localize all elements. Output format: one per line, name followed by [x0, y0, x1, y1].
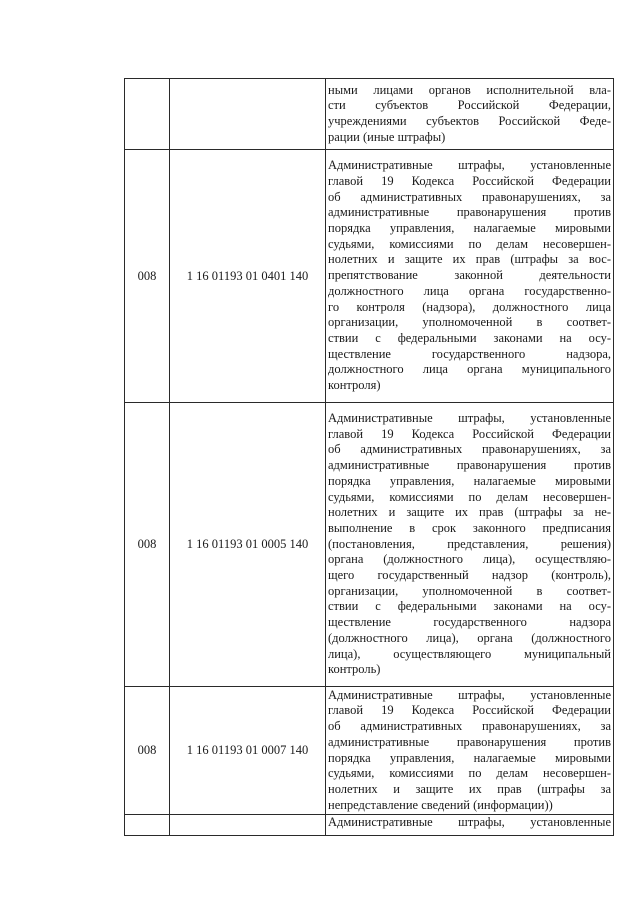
description-line: об административных правонарушениях, за	[328, 189, 611, 204]
description-cell	[326, 150, 614, 403]
description-line: судьями, комиссиями по делам несовершен-	[328, 236, 611, 251]
description-line: Административные штрафы, установленные	[328, 687, 611, 702]
table-row	[125, 815, 614, 836]
description-line: организации, уполномоченной в соответ-	[328, 315, 611, 330]
description-line: административные правонарушения против	[328, 734, 611, 749]
description-line: организации, уполномоченной в соответ-	[328, 583, 611, 598]
kbk-code-cell	[170, 79, 326, 150]
description-line: непредставление сведений (информации))	[328, 797, 553, 812]
description-line: главой 19 Кодекса Российской Федерации	[328, 426, 611, 441]
table-row	[125, 403, 614, 687]
description-line: учреждениями субъектов Российской Феде-	[328, 114, 611, 128]
admin-code-cell: 008	[125, 150, 170, 403]
description-line: должностного лица органа государственно-	[328, 283, 611, 298]
description-line: ными лицами органов исполнительной вла-	[328, 82, 611, 97]
description-line: административные правонарушения против	[328, 458, 611, 473]
description-line: порядка управления, налагаемые мировыми	[328, 221, 611, 236]
description-line: контроля)	[328, 378, 381, 393]
table-row	[125, 150, 614, 403]
description-line: ствии с федеральными законами на осу-	[328, 330, 611, 345]
table-row	[125, 79, 614, 150]
description-cell	[326, 815, 614, 836]
budget-codes-table	[124, 78, 614, 836]
description-line: ствии с федеральными законами на осу-	[328, 599, 611, 614]
description-line: Административные штрафы, установленные	[328, 411, 611, 426]
description-line: Административные штрафы, установленные	[328, 158, 611, 173]
admin-code-cell	[125, 79, 170, 150]
description-cell	[326, 687, 614, 815]
description-line: главой 19 Кодекса Российской Федерации	[328, 703, 611, 718]
description-line: контроль)	[328, 662, 381, 677]
description-cell	[326, 79, 614, 150]
description-line: порядка управления, налагаемые мировыми	[328, 473, 611, 488]
description-line: сти субъектов Российской Федерации,	[328, 98, 611, 113]
description-line: порядка управления, налагаемые мировыми	[328, 750, 611, 765]
description-line: об административных правонарушениях, за	[328, 719, 611, 734]
description-line: органа (должностного лица), осуществляю-	[328, 552, 611, 567]
description-line: (постановления, представления, решения)	[328, 536, 611, 551]
description-line: нолетних и защите их прав (штрафы за не-	[328, 505, 611, 520]
description-line: об административных правонарушениях, за	[328, 442, 611, 457]
kbk-code-cell: 1 16 01193 01 0007 140	[170, 687, 326, 815]
description-cell	[326, 403, 614, 687]
description-line: рации (иные штрафы)	[328, 129, 446, 144]
admin-code-cell	[125, 815, 170, 836]
description-line: го контроля (надзора), должностного лица	[328, 299, 611, 314]
description-line: щего государственный надзор (контроль),	[328, 568, 611, 583]
description-line: ществление государственного надзора	[328, 615, 611, 630]
description-line: лица), осуществляющего муниципальный	[328, 646, 611, 661]
description-line: судьями, комиссиями по делам несовершен-	[328, 766, 611, 781]
kbk-code-cell: 1 16 01193 01 0401 140	[170, 150, 326, 403]
table-row	[125, 687, 614, 815]
description-line: ществление государственного надзора,	[328, 346, 611, 361]
description-line: должностного лица органа муниципального	[328, 362, 611, 377]
description-line: административные правонарушения против	[328, 205, 611, 220]
admin-code-cell: 008	[125, 687, 170, 815]
kbk-code-cell: 1 16 01193 01 0005 140	[170, 403, 326, 687]
description-line: Административные штрафы, установленные	[328, 815, 611, 829]
description-line: выполнение в срок законного предписания	[328, 520, 611, 535]
description-line: главой 19 Кодекса Российской Федерации	[328, 173, 611, 188]
description-line: препятствование законной деятельности	[328, 268, 611, 283]
description-line: судьями, комиссиями по делам несовершен-	[328, 489, 611, 504]
admin-code-cell: 008	[125, 403, 170, 687]
description-line: нолетних и защите их прав (штрафы за	[328, 781, 611, 796]
description-line: (должностного лица), органа (должностного	[328, 630, 611, 645]
description-line: нолетних и защите их прав (штрафы за вос-	[328, 252, 611, 267]
kbk-code-cell	[170, 815, 326, 836]
